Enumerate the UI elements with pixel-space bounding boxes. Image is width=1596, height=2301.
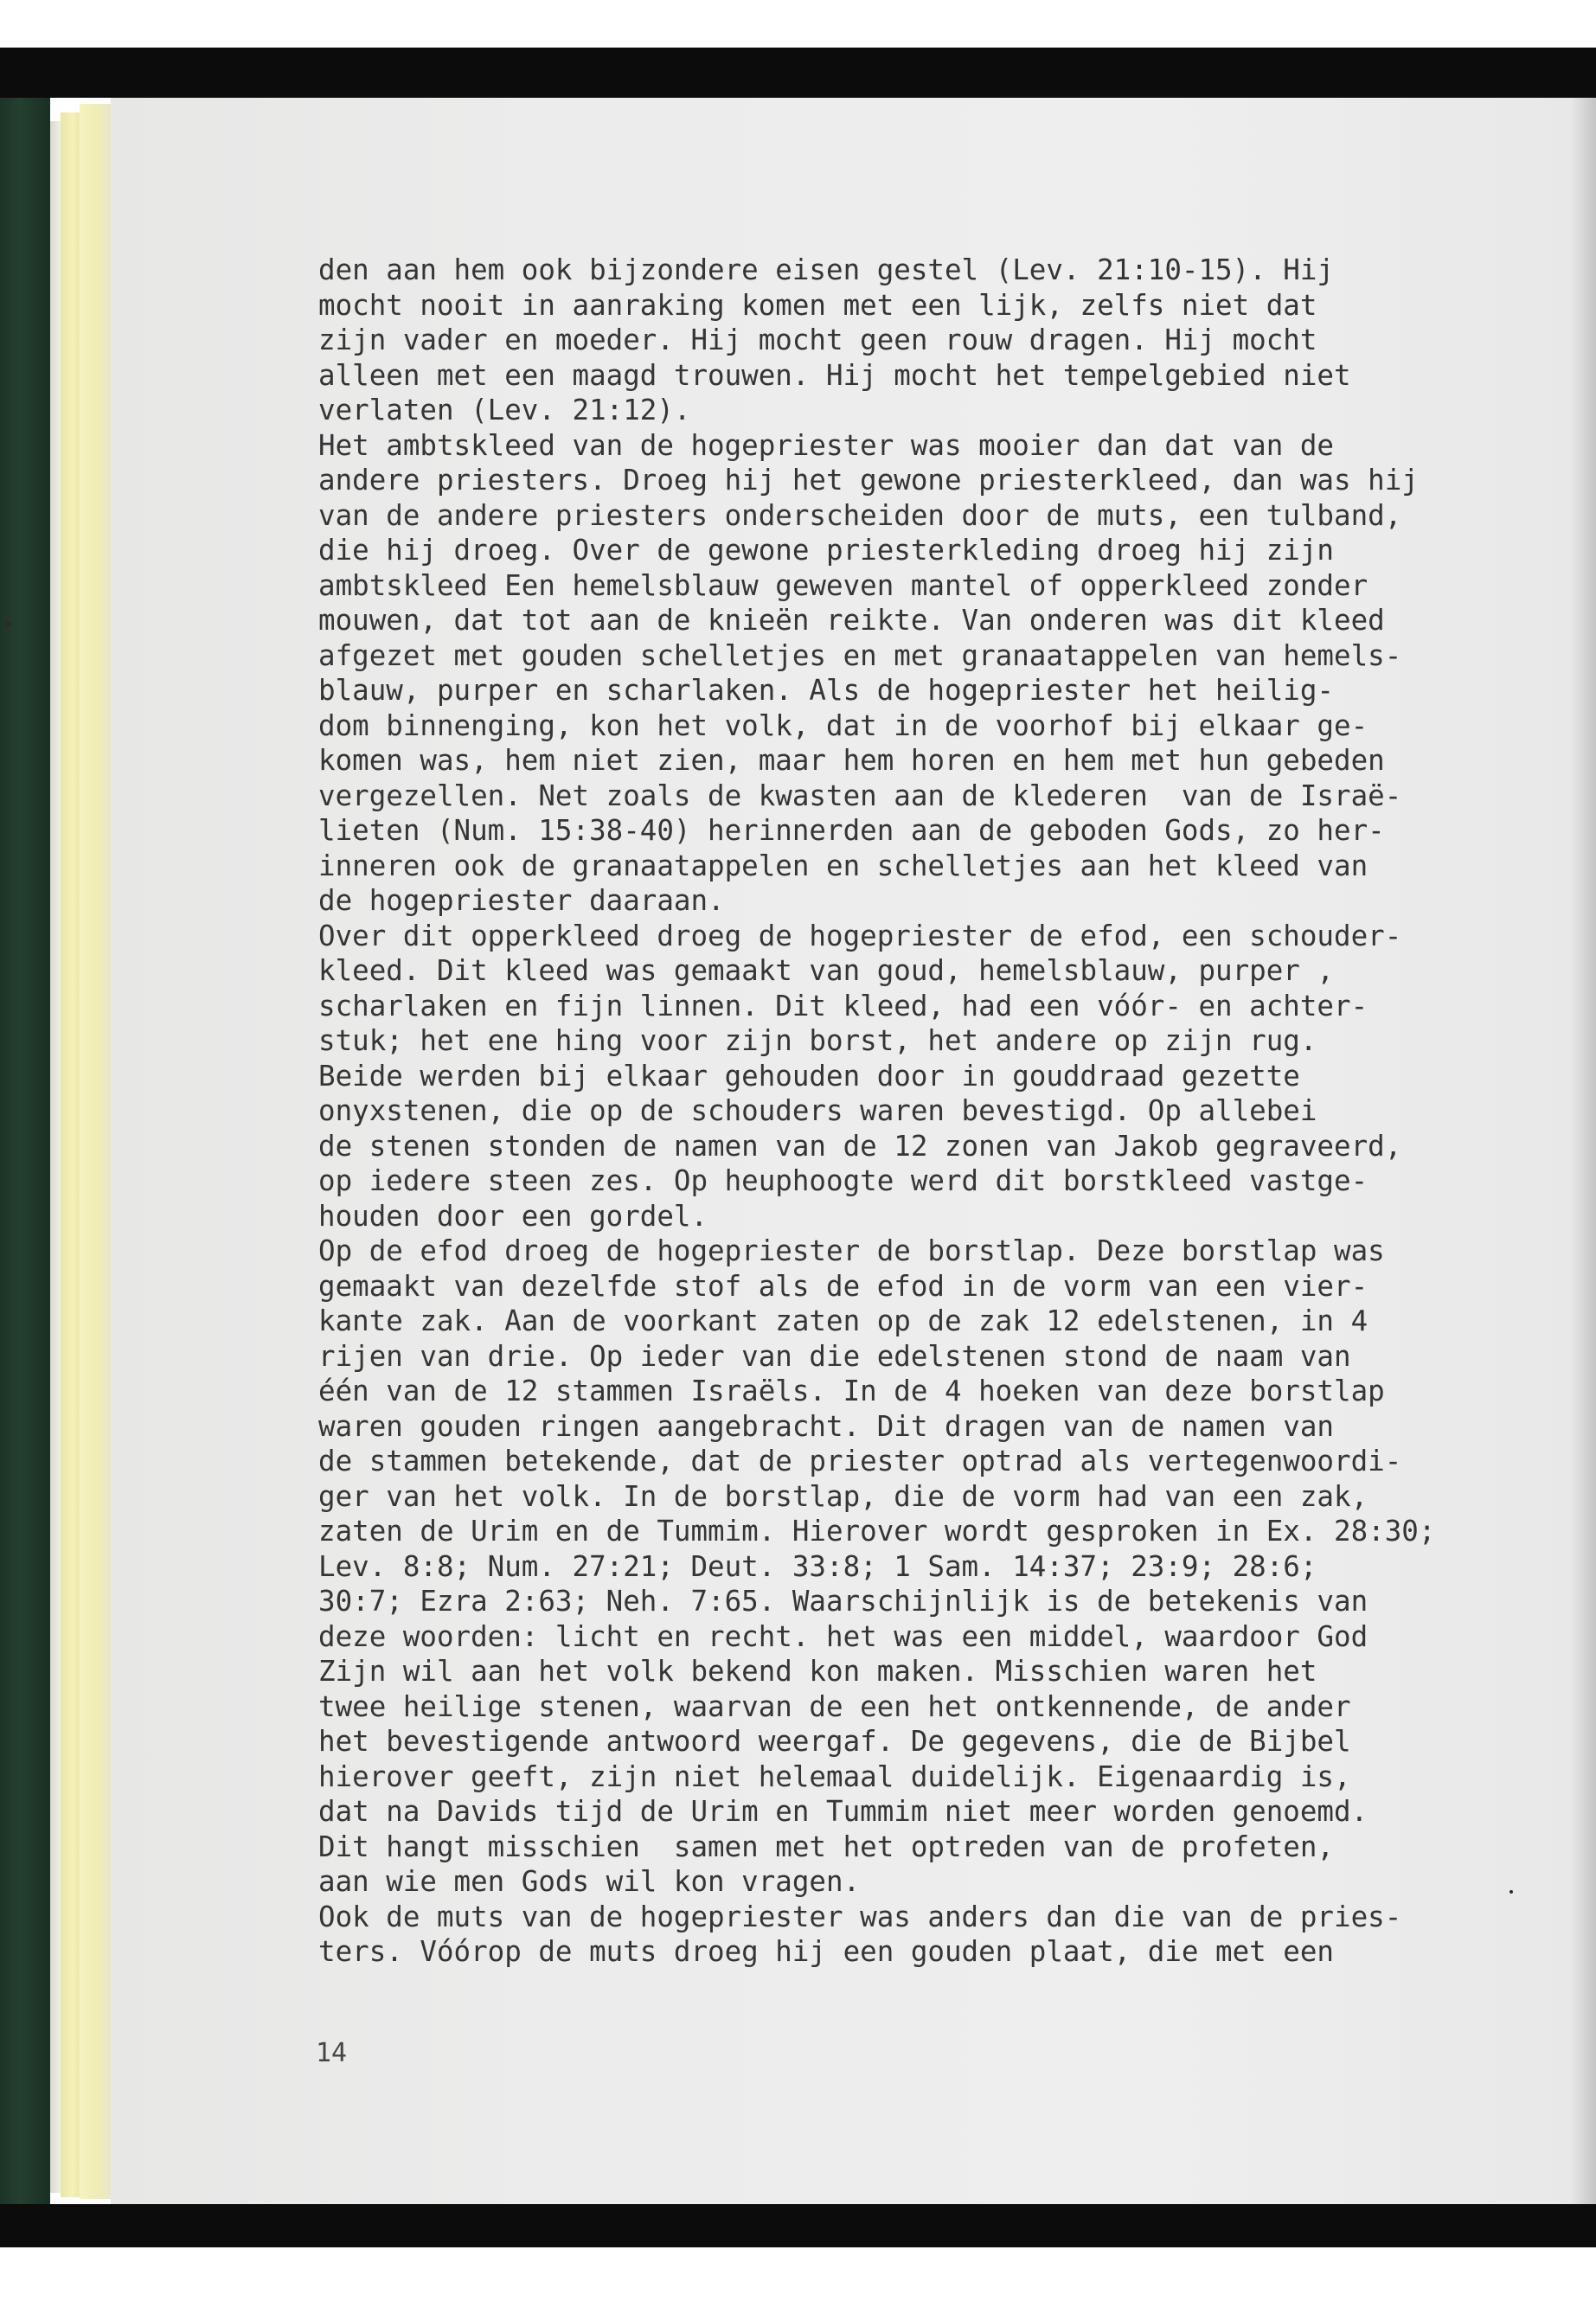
text-line: blauw, purper en scharlaken. Als de hogepriester het heilig- xyxy=(318,674,1334,707)
text-line: de stenen stonden de namen van de 12 zonen van Jakob gegraveerd, xyxy=(318,1129,1402,1163)
text-line: Dit hangt misschien samen met het optreden van de profeten, xyxy=(318,1830,1334,1863)
text-line: onyxstenen, die op de schouders waren bevestigd. Op allebei xyxy=(318,1094,1317,1127)
text-line: afgezet met gouden schelletjes en met granaatappelen van hemels- xyxy=(318,638,1402,672)
dust-speck xyxy=(5,621,11,627)
page-edge-shadow xyxy=(1570,98,1596,2204)
text-line: kleed. Dit kleed was gemaakt van goud, hemelsblauw, purper , xyxy=(318,954,1334,987)
text-line: het bevestigende antwoord weergaf. De gegevens, die de Bijbel xyxy=(318,1725,1351,1758)
text-line: inneren ook de granaatappelen en schelletjes aan het kleed van xyxy=(318,849,1368,882)
text-line: stuk; het ene hing voor zijn borst, het andere op zijn rug. xyxy=(318,1024,1317,1057)
text-line: ambtskleed Een hemelsblauw geweven mantel of opperkleed zonder xyxy=(318,568,1368,602)
text-line: gemaakt van dezelfde stof als de efod in de vorm van een vier- xyxy=(318,1269,1368,1303)
text-line: verlaten (Lev. 21:12). xyxy=(318,394,691,426)
body-text xyxy=(318,253,1477,1970)
text-line: Ook de muts van de hogepriester was anders dan die van de pries- xyxy=(318,1900,1402,1933)
page-number: 14 xyxy=(316,2038,348,2068)
text-line: den aan hem ook bijzondere eisen gestel (Lev. 21:10-15). Hij xyxy=(318,253,1334,286)
text-line: alleen met een maagd trouwen. Hij mocht het tempelgebied niet xyxy=(318,358,1351,392)
text-line: houden door een gordel. xyxy=(318,1199,708,1233)
text-line: Beide werden bij elkaar gehouden door in gouddraad gezette xyxy=(318,1059,1300,1093)
text-line: rijen van drie. Op ieder van die edelstenen stond de naam van xyxy=(318,1339,1351,1373)
text-line: kante zak. Aan de voorkant zaten op de zak 12 edelstenen, in 4 xyxy=(318,1304,1368,1337)
text-line: die hij droeg. Over de gewone priesterkleding droeg hij zijn xyxy=(318,534,1334,567)
text-line: komen was, hem niet zien, maar hem horen en hem met hun gebeden xyxy=(318,744,1385,777)
text-line: van de andere priesters onderscheiden door de muts, een tulband, xyxy=(318,498,1402,532)
text-line: Het ambtskleed van de hogepriester was mooier dan dat van de xyxy=(318,428,1334,462)
text-line: zaten de Urim en de Tummim. Hierover wordt gesproken in Ex. 28:30; xyxy=(318,1515,1436,1548)
text-line: de stammen betekende, dat de priester optrad als vertegenwoordi- xyxy=(318,1445,1402,1477)
page-stack-edge-inner xyxy=(80,104,111,2199)
text-line: 30:7; Ezra 2:63; Neh. 7:65. Waarschijnlijk is de betekenis van xyxy=(318,1585,1368,1618)
text-line: lieten (Num. 15:38-40) herinnerden aan de geboden Gods, zo her- xyxy=(318,814,1385,847)
text-line: mocht nooit in aanraking komen met een lijk, zelfs niet dat xyxy=(318,288,1317,322)
text-line: waren gouden ringen aangebracht. Dit dragen van de namen van xyxy=(318,1409,1334,1443)
text-line: vergezellen. Net zoals de kwasten aan de klederen van de Israë- xyxy=(318,779,1402,812)
text-line: Op de efod droeg de hogepriester de borstlap. Deze borstlap was xyxy=(318,1234,1385,1267)
scan-border-bottom xyxy=(0,2204,1596,2247)
text-line: Over dit opperkleed droeg de hogepriester de efod, een schouder- xyxy=(318,919,1402,952)
text-line: de hogepriester daaraan. xyxy=(318,884,725,917)
text-line: deze woorden: licht en recht. het was een middel, waardoor God xyxy=(318,1619,1368,1653)
text-line: twee heilige stenen, waarvan de een het ontkennende, de ander xyxy=(318,1689,1351,1723)
text-line: ters. Vóórop de muts droeg hij een gouden plaat, die met een xyxy=(318,1935,1334,1968)
text-line: dom binnenging, kon het volk, dat in de voorhof bij elkaar ge- xyxy=(318,708,1368,742)
scan-border-top xyxy=(0,48,1596,98)
text-line: ger van het volk. In de borstlap, die de vorm had van een zak, xyxy=(318,1479,1368,1513)
text-line: aan wie men Gods wil kon vragen. xyxy=(318,1865,861,1898)
text-line: scharlaken en fijn linnen. Dit kleed, had een vóór- en achter- xyxy=(318,989,1368,1022)
page-stack-edge xyxy=(61,112,80,2197)
text-line: Zijn wil aan het volk bekend kon maken. Misschien waren het xyxy=(318,1655,1317,1688)
text-line: Lev. 8:8; Num. 27:21; Deut. 33:8; 1 Sam. 14:37; 23:9; 28:6; xyxy=(318,1549,1317,1583)
text-line: hierover geeft, zijn niet helemaal duidelijk. Eigenaardig is, xyxy=(318,1759,1351,1793)
text-line: op iedere steen zes. Op heuphoogte werd dit borstkleed vastge- xyxy=(318,1164,1368,1197)
book-binding-edge xyxy=(50,121,61,2193)
text-line: mouwen, dat tot aan de knieën reikte. Van onderen was dit kleed xyxy=(318,604,1385,637)
text-line: één van de 12 stammen Israëls. In de 4 hoeken van deze borstlap xyxy=(318,1375,1385,1407)
text-line: andere priesters. Droeg hij het gewone priesterkleed, dan was hij xyxy=(318,464,1419,497)
text-line: dat na Davids tijd de Urim en Tummim niet meer worden genoemd. xyxy=(318,1795,1368,1828)
dust-speck xyxy=(1509,1890,1513,1894)
book-cover-spine xyxy=(0,98,50,2204)
text-line: zijn vader en moeder. Hij mocht geen rouw dragen. Hij mocht xyxy=(318,324,1317,356)
